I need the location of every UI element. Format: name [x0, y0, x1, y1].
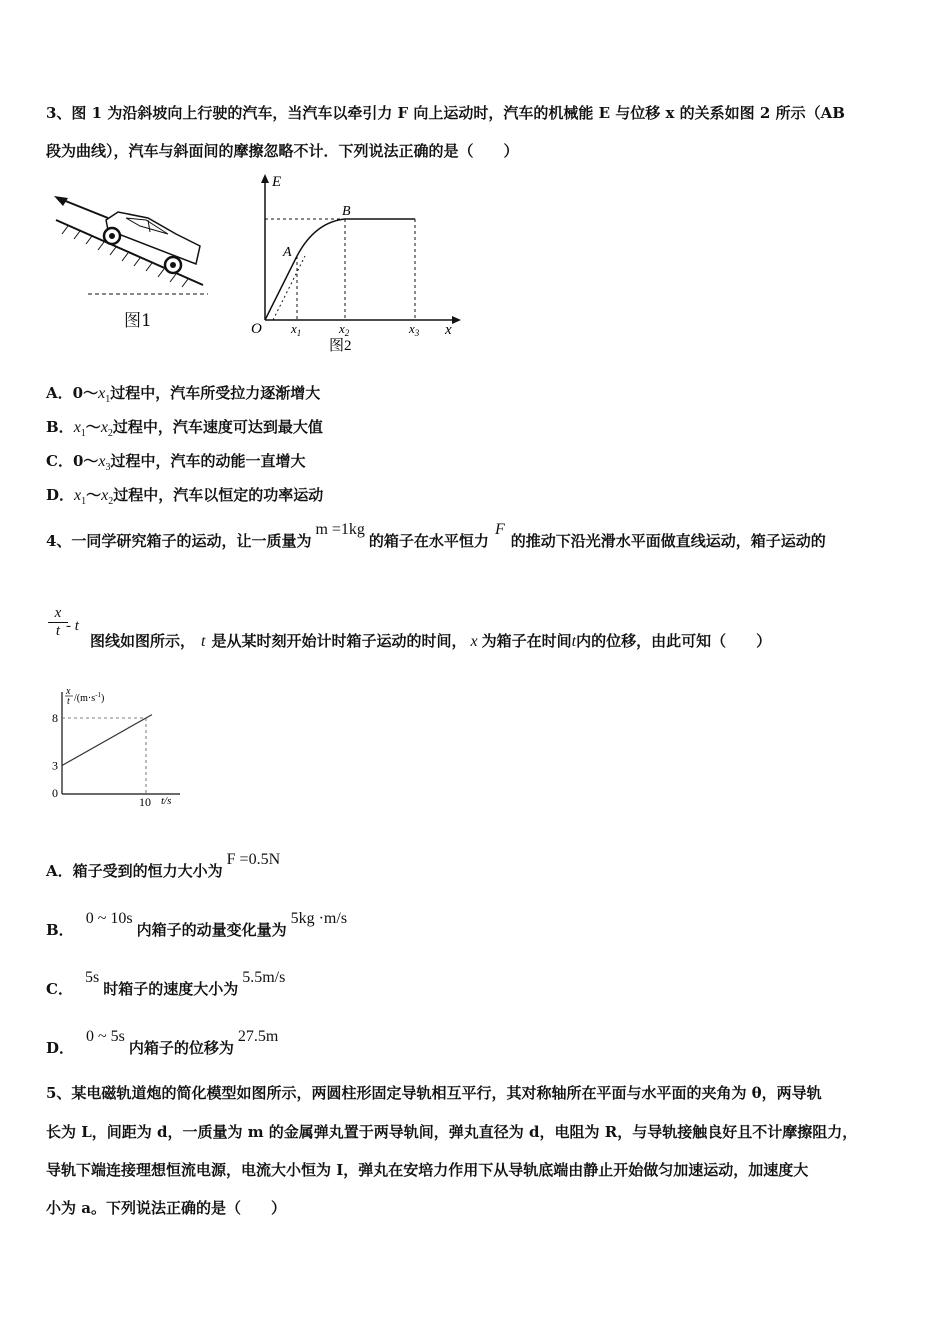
q4-chart — [40, 682, 190, 812]
q4-stem-line2: 图线如图所示， t 是从某时刻开始计时箱子运动的时间， x 为箱子在时间t内的位移，由此可知（ ） — [90, 632, 772, 650]
q4-chart-y-label-unit: $/(m\cdot s^{-1})$ — [74, 691, 105, 704]
q3-fig2-a-label: A — [283, 245, 292, 260]
q4-chart-series-line — [62, 715, 152, 766]
q3-option-b[interactable]: B．$x_1\sim x_2$过程中，汽车速度可达到最大值 — [46, 418, 323, 439]
q3-option-d[interactable]: D．$x_1\sim x_2$过程中，汽车以恒定的功率运动 — [46, 486, 324, 507]
q3-option-c[interactable]: C．$0\sim x_3$过程中，汽车的动能一直增大 — [46, 452, 306, 473]
q4-fraction-tail: - t — [66, 618, 79, 634]
q4-chart-tick-0: 0 — [52, 786, 58, 800]
q5-stem-line4: 小为 a。下列说法正确的是（ ） — [46, 1199, 286, 1217]
q4-chart-y-label-den: t — [67, 696, 70, 707]
q3-fig2-caption: 图2 — [329, 338, 352, 354]
q4-chart-y-label-num: x — [66, 686, 71, 697]
q5-stem-line1: 5、某电磁轨道炮的简化模型如图所示，两圆柱形固定导轨相互平行，其对称轴所在平面与水平面的夹角为 θ，两导轨 — [46, 1084, 822, 1102]
q3-fig2-x2-label: $x_2$ — [339, 321, 350, 338]
q3-figure2-energy-graph — [245, 170, 470, 355]
q4-option-c[interactable]: C．5s时箱子的速度大小为5.5m/s — [46, 969, 286, 998]
q3-fig2-x3-label: $x_3$ — [409, 321, 420, 338]
q3-fig2-e-label: E — [272, 174, 282, 190]
q4-stem-line1: 4、一同学研究箱子的运动，让一质量为m =1kg的箱子在水平恒力F的推动下沿光滑水平面做直线运动，箱子运动的 — [46, 521, 826, 550]
q3-stem-line2: 段为曲线），汽车与斜面间的摩擦忽略不计．下列说法正确的是（ ） — [46, 142, 519, 160]
q3-fig2-origin-label: O — [251, 321, 262, 337]
q4-chart-tick-8: 8 — [52, 711, 58, 725]
q3-fig2-b-label: B — [342, 204, 351, 219]
q3-option-a[interactable]: A．$0\sim x_1$过程中，汽车所受拉力逐渐增大 — [46, 384, 321, 405]
q4-chart-x-label: t/s — [161, 795, 172, 807]
q4-mass-expression: m =1kg — [315, 521, 365, 538]
q4-fraction-x-over-t: x t — [48, 605, 68, 640]
q3-fig2-x-label: x — [445, 322, 452, 338]
q4-chart-tick-10: 10 — [139, 795, 151, 809]
q3-figure1-caption: 图1 — [124, 311, 152, 331]
q5-stem-line2: 长为 L，间距为 d，一质量为 m 的金属弹丸置于两导轨间，弹丸直径为 d，电阻为 R，与导轨接触良好且不计摩擦阻力， — [46, 1123, 858, 1141]
q4-option-d[interactable]: D．0 ~ 5s内箱子的位移为27.5m — [46, 1028, 279, 1057]
q5-stem-line3: 导轨下端连接理想恒流电源，电流大小恒为 I，弹丸在安培力作用下从导轨底端由静止开始做匀加速运动，加速度大 — [46, 1161, 809, 1179]
q4-option-b[interactable]: B．0 ~ 10s内箱子的动量变化量为5kg ·m/s — [46, 910, 348, 939]
q4-chart-tick-3: 3 — [52, 758, 58, 773]
q3-fig2-x1-label: $x_1$ — [291, 321, 302, 338]
q4-option-a[interactable]: A．箱子受到的恒力大小为F =0.5N — [46, 851, 281, 880]
q4-force-var: F — [494, 521, 505, 538]
q3-stem-line1: 3、图 1 为沿斜坡向上行驶的汽车，当汽车以牵引力 F 向上运动时，汽车的机械能 E 与位移 x 的关系如图 2 所示（AB — [46, 104, 845, 122]
